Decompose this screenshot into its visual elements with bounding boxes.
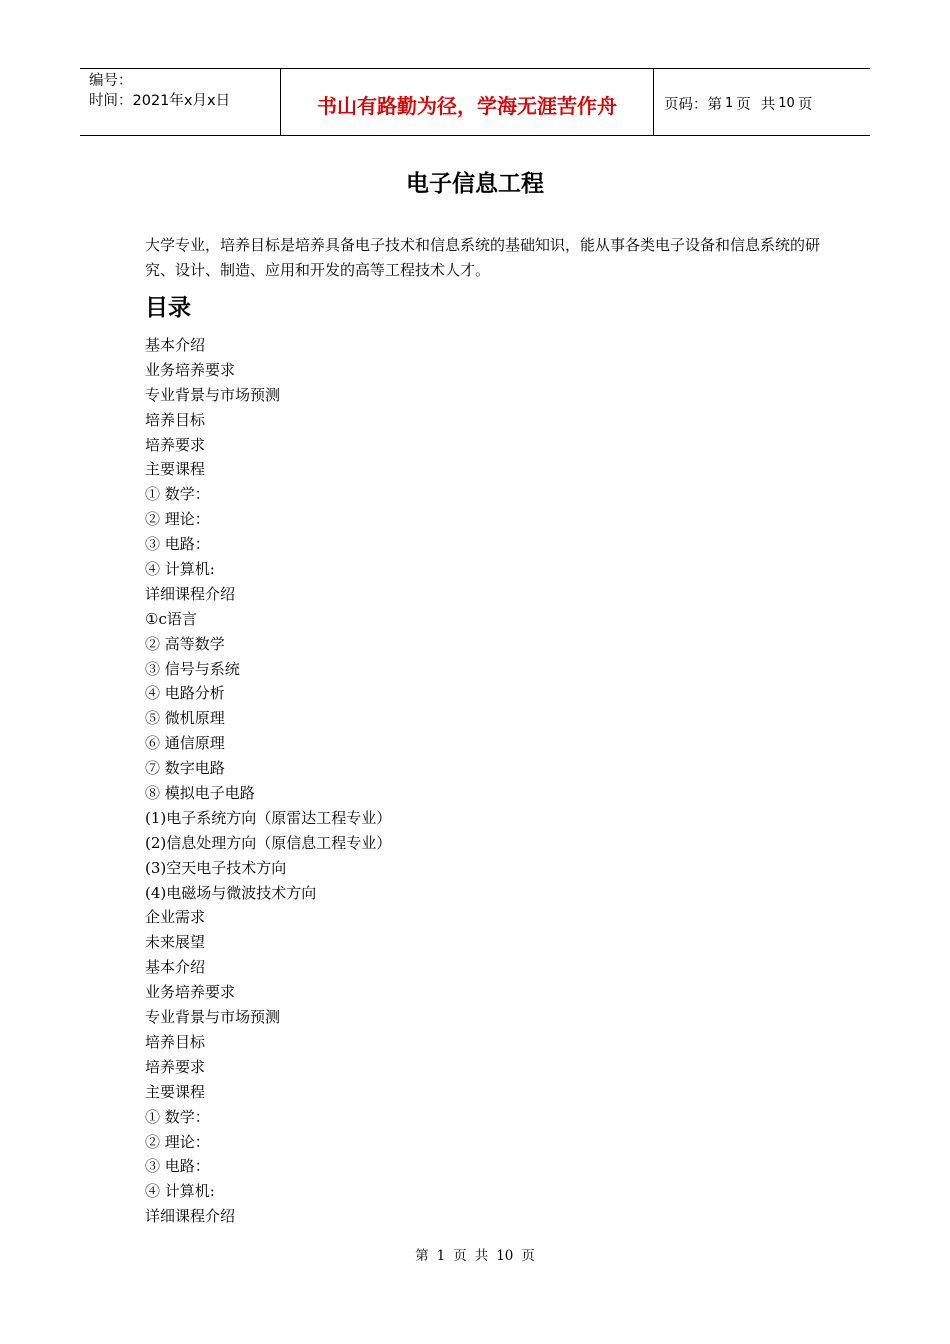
- toc-item[interactable]: 企业需求: [145, 908, 206, 927]
- toc-item[interactable]: (4)电磁场与微波技术方向: [145, 883, 317, 902]
- header-page-suffix: 页: [797, 96, 813, 113]
- toc-heading: 目录: [145, 295, 191, 321]
- toc-item[interactable]: ⑦ 数字电路: [145, 759, 225, 778]
- toc-item[interactable]: ① 数学：: [145, 485, 210, 504]
- toc-item[interactable]: ④ 计算机:: [145, 560, 215, 579]
- header-number-label: 编号：: [89, 73, 133, 89]
- toc-item[interactable]: ② 高等数学: [145, 634, 225, 653]
- toc-item[interactable]: ③ 信号与系统: [145, 659, 240, 678]
- toc-item[interactable]: (3)空天电子技术方向: [145, 858, 287, 877]
- toc-item[interactable]: 未来展望: [145, 933, 206, 952]
- toc-item[interactable]: 基本介绍: [145, 336, 206, 354]
- toc-item[interactable]: ⑧ 模拟电子电路: [145, 784, 255, 803]
- header-motto: 书山有路勤为径，学海无涯苦作舟: [281, 69, 654, 135]
- toc-item[interactable]: 主要课程: [145, 460, 206, 479]
- footer-total-prefix: 共: [474, 1248, 489, 1264]
- toc-item[interactable]: ② 理论：: [145, 1132, 210, 1151]
- toc-item[interactable]: 专业背景与市场预测: [145, 1008, 281, 1027]
- document-title: 电子信息工程: [406, 171, 544, 197]
- toc-item[interactable]: 基本介绍: [145, 958, 206, 977]
- footer-current: 1: [436, 1248, 446, 1264]
- page-footer: [0, 1246, 950, 1266]
- toc-item[interactable]: ② 理论：: [145, 510, 210, 529]
- header-page-info: [654, 69, 870, 135]
- toc-item[interactable]: 培养要求: [145, 1057, 206, 1076]
- table-of-contents: [145, 333, 391, 1229]
- intro-paragraph: 大学专业，培养目标是培养具备电子技术和信息系统的基础知识，能从事各类电子设备和信息系统的研究、设计、制造、应用和开发的高等工程技术人才。: [145, 236, 821, 279]
- toc-item[interactable]: 业务培养要求: [145, 983, 236, 1002]
- document-header: [80, 68, 870, 136]
- toc-item[interactable]: ①c语言: [145, 609, 197, 628]
- toc-item[interactable]: 专业背景与市场预测: [145, 385, 281, 404]
- toc-item[interactable]: 业务培养要求: [145, 360, 236, 379]
- toc-item[interactable]: ⑤ 微机原理: [145, 709, 225, 728]
- footer-prefix: 第: [415, 1248, 429, 1264]
- toc-item[interactable]: ① 数学：: [145, 1107, 210, 1126]
- header-meta-cell: [80, 69, 281, 135]
- header-time-label: 时间：2021年x月x日: [89, 93, 231, 109]
- toc-item[interactable]: ③ 电路：: [145, 1157, 210, 1176]
- header-page-mid: 页: [736, 96, 751, 113]
- toc-item[interactable]: ④ 计算机:: [145, 1182, 215, 1201]
- toc-item[interactable]: ⑥ 通信原理: [145, 734, 225, 753]
- header-page-current: 1: [725, 95, 734, 111]
- header-page-total-prefix: 共: [760, 96, 776, 113]
- toc-item[interactable]: ③ 电路：: [145, 535, 210, 554]
- toc-item[interactable]: 培养目标: [145, 1032, 206, 1051]
- toc-item[interactable]: 培养要求: [145, 435, 206, 454]
- footer-mid: 页: [453, 1248, 467, 1264]
- toc-item[interactable]: (1)电子系统方向（原雷达工程专业）: [145, 808, 392, 827]
- toc-item[interactable]: 详细课程介绍: [145, 1207, 236, 1226]
- header-page-total: 10: [778, 95, 795, 111]
- toc-item[interactable]: 培养目标: [145, 410, 206, 429]
- toc-item[interactable]: (2)信息处理方向（原信息工程专业）: [145, 833, 392, 852]
- toc-item[interactable]: ④ 电路分析: [145, 684, 225, 703]
- footer-suffix: 页: [521, 1248, 535, 1264]
- header-page-prefix: 页码：第: [664, 96, 722, 113]
- toc-item[interactable]: 详细课程介绍: [145, 584, 236, 603]
- footer-total: 10: [496, 1248, 514, 1264]
- toc-item[interactable]: 主要课程: [145, 1082, 206, 1101]
